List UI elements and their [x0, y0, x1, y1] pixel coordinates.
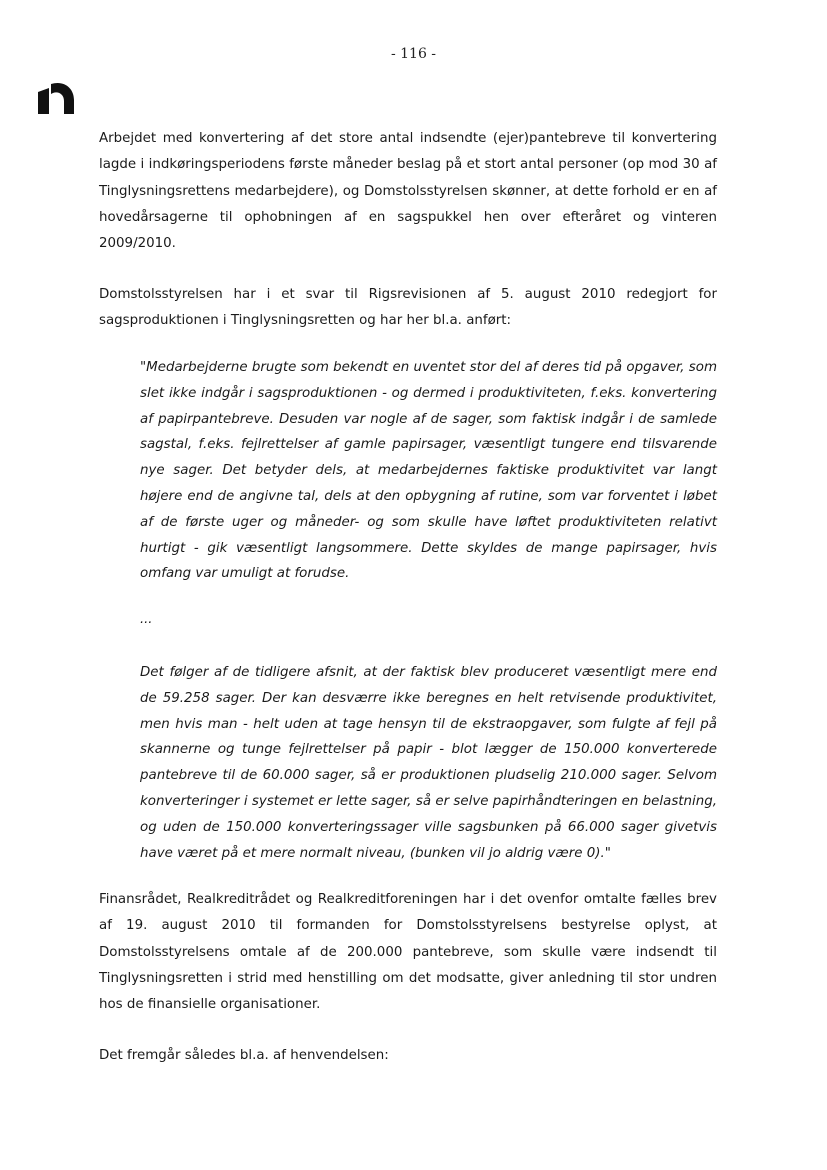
- quote-block-part2: Det følger af de tidligere afsnit, at der faktisk blev produceret væsentligt mere end de 59.258 sager. Der kan desværre ikke beregnes en helt retvisende produktivitet, men hvis man - helt uden at tage hensyn til de ekstraopgaver, som fulgte af fejl på skannerne og tunge fejlrettelser på papir - blot lægger de 150.000 konverterede pantebreve til de 60.000 sager, så er produktionen pludselig 210.000 sager. Selvom konverteringer i systemet er lette sager, så er selve papirhåndteringen en belastning, og uden de 150.000 konverteringssager ville sagsbunken på 66.000 sager givetvis have været på et mere normalt niveau, (bunken vil jo aldrig være 0).": [140, 665, 717, 861]
- paragraph-intro: Arbejdet med konvertering af det store antal indsendte (ejer)pantebreve til konvertering lagde i indkøringsperiodens første måneder beslag på et stort antal personer (op mod 30 af Tinglysningsrettens medarbejdere), og Domstolsstyrelsen skønner, at dette forhold er en af hovedårsagerne til ophobningen af en sagspukkel hen over efteråret og vinteren 2009/2010.: [99, 131, 717, 252]
- page-number: - 116 -: [390, 46, 437, 62]
- paragraph-henvendelsen: Det fremgår således bl.a. af henvendelsen:: [99, 1048, 389, 1063]
- quote-ellipsis: ...: [140, 612, 153, 627]
- quote-block-part1: "Medarbejderne brugte som bekendt en uventet stor del af deres tid på opgaver, som slet ikke indgår i sagsproduktionen - og dermed i produktiviteten, f.eks. konvertering af papirpantebreve. Desuden var nogle af de sager, som faktisk indgår i de samlede sagstal, f.eks. fejlrettelser af gamle papirsager, væsentligt tungere end tilsvarende nye sager. Det betyder dels, at medarbejdernes faktiske produktivitet var langt højere end de angivne tal, dels at den opbygning af rutine, som var forventet i løbet af de første uger og måneder- og som skulle have løftet produktiviteten relativt hurtigt - gik væsentligt langsommere. Dette skyldes de mange papirsager, hvis omfang var umuligt at forudse.: [140, 360, 717, 582]
- rigsrevisionen-logo-icon: [34, 78, 78, 118]
- paragraph-finansraadet: Finansrådet, Realkreditrådet og Realkreditforeningen har i det ovenfor omtalte fælles brev af 19. august 2010 til formanden for Domstolsstyrelsens bestyrelse oplyst, at Domstolsstyrelsens omtale af de 200.000 pantebreve, som skulle være indsendt til Tinglysningsretten i strid med henstilling om det modsatte, giver anledning til stor undren hos de finansielle organisationer.: [99, 892, 717, 1013]
- paragraph-domstolsstyrelsen: Domstolsstyrelsen har i et svar til Rigsrevisionen af 5. august 2010 redegjort for sagsproduktionen i Tinglysningsretten og har her bl.a. anført:: [99, 287, 717, 329]
